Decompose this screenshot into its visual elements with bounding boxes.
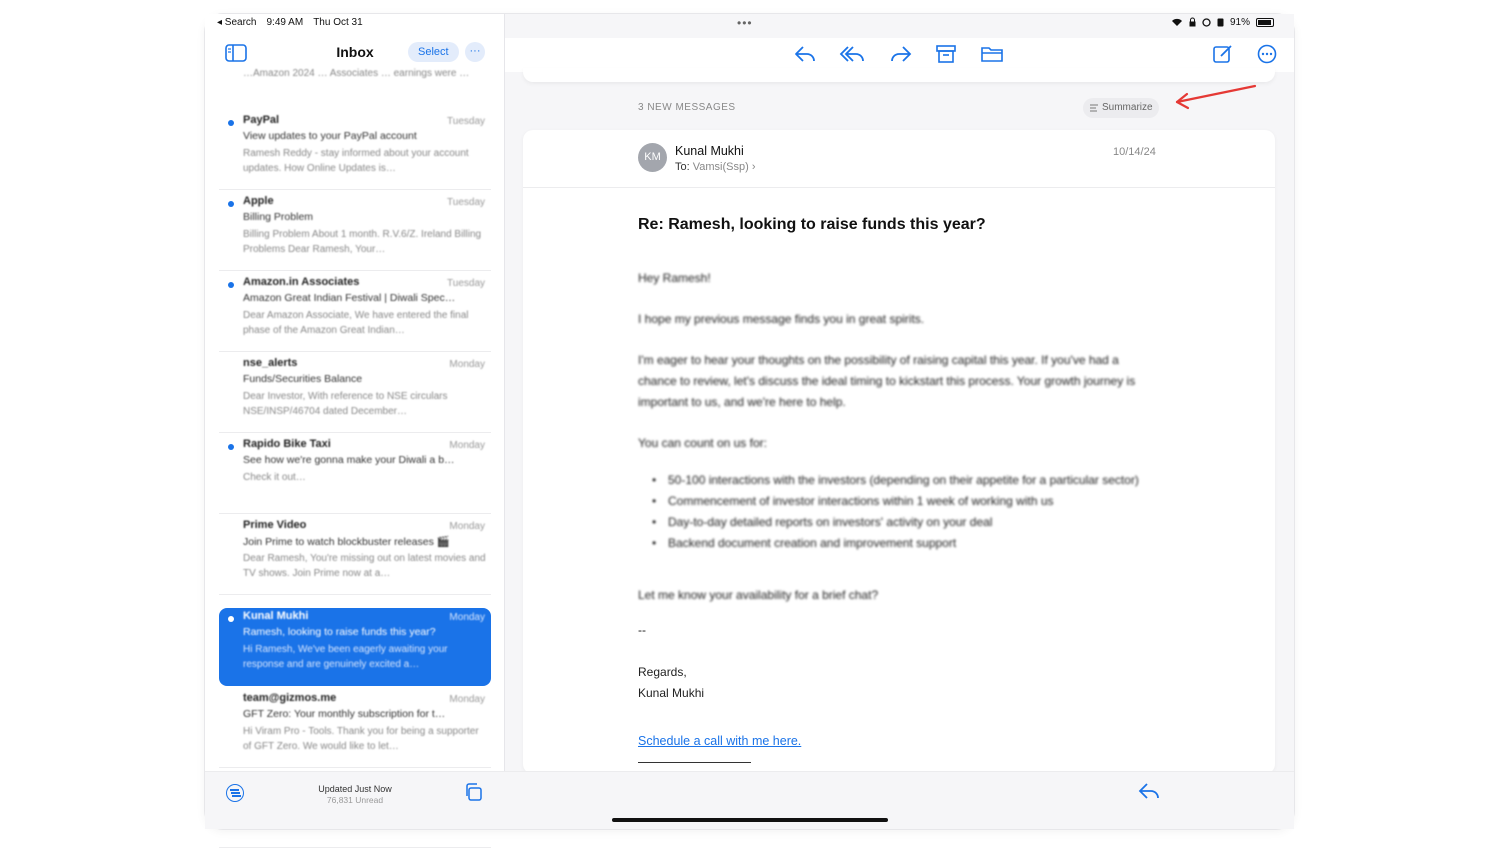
- reply-icon[interactable]: [793, 43, 817, 65]
- ipad-screen: [205, 14, 1294, 829]
- summarize-icon: [1089, 103, 1099, 113]
- mail-sender: team@gizmos.me: [243, 692, 337, 704]
- signature-name: Kunal Mukhi: [638, 686, 705, 700]
- mail-date: Monday: [449, 440, 485, 451]
- email-paragraph: I'm eager to hear your thoughts on the possibility of raising capital this year. If you've had a chance to review, let's discuss the ideal timing to kickstart this process. Your growth journey is important to us, and we're here to help.: [638, 353, 1136, 409]
- email-regards: Regards,: [638, 665, 687, 679]
- mail-list-item[interactable]: [219, 355, 491, 433]
- mail-list: [205, 68, 505, 767]
- reply-icon[interactable]: [1137, 780, 1161, 802]
- mail-subject: Funds/Securities Balance: [243, 373, 363, 385]
- mail-sender: Apple: [243, 195, 274, 207]
- mail-sender: Amazon.in Associates: [243, 276, 360, 288]
- copy-icon[interactable]: [464, 783, 482, 801]
- mail-list-item[interactable]: [219, 517, 491, 595]
- mail-preview: Dear Amazon Associate, We have entered the final phase of the Amazon Great Indian…: [243, 310, 469, 336]
- email-subject: Re: Ramesh, looking to raise funds this year?: [638, 216, 986, 233]
- unread-dot-icon: [228, 444, 234, 450]
- mail-preview: Dear Investor, With reference to NSE circulars NSE/INSP/46704 dated December…: [243, 391, 448, 417]
- mail-list-item[interactable]: [219, 193, 491, 271]
- annotation-arrow-icon: [1163, 82, 1263, 122]
- mail-preview: Check it out…: [243, 472, 306, 483]
- message-toolbar: [505, 38, 1294, 72]
- location-icon: [1202, 18, 1211, 27]
- more-options-icon[interactable]: [1255, 43, 1279, 65]
- mail-subject: Billing Problem: [243, 211, 314, 223]
- signature-divider: [638, 762, 751, 763]
- back-to-search-link[interactable]: ◂ Search: [217, 17, 257, 28]
- chevron-right-icon: ›: [751, 161, 756, 173]
- summarize-label: Summarize: [1102, 102, 1153, 113]
- bullet-item: • 50-100 interactions with the investors (depending on their appetite for a particular sector): [638, 470, 1148, 491]
- mail-list-item[interactable]: [219, 274, 491, 352]
- mail-subject: See how we're gonna make your Diwali a b…: [243, 454, 455, 466]
- email-paragraph: You can count on us for:: [638, 436, 767, 450]
- mail-list-item[interactable]: [219, 112, 491, 190]
- status-bar-left: [217, 17, 363, 28]
- mail-date: Tuesday: [447, 116, 485, 127]
- mail-sender: Rapido Bike Taxi: [243, 438, 331, 450]
- mail-date: Monday: [449, 694, 485, 705]
- mail-subject: Amazon Great Indian Festival | Diwali Spec…: [243, 292, 456, 304]
- email-header: [523, 130, 1275, 188]
- mail-sender: Prime Video: [243, 519, 307, 531]
- message-view: [505, 14, 1294, 829]
- updated-status: Updated Just Now: [318, 784, 392, 794]
- status-date: Thu Oct 31: [313, 17, 363, 28]
- page-title: Inbox: [336, 44, 374, 60]
- mail-preview: Billing Problem About 1 month. R.V.6/Z. Ireland Billing Problems Dear Ramesh, Your…: [243, 229, 482, 255]
- archive-icon[interactable]: [934, 43, 958, 65]
- list-item-fragment: …Amazon 2024 … Associates … earnings were …: [243, 68, 470, 79]
- mail-date: Monday: [449, 521, 485, 532]
- email-paragraph: I hope my previous message finds you in great spirits.: [638, 312, 925, 326]
- mail-sender: PayPal: [243, 114, 280, 126]
- status-bar-right: [1171, 17, 1274, 28]
- mail-subject: Ramesh, looking to raise funds this year?: [243, 626, 436, 638]
- mail-subject: View updates to your PayPal account: [243, 130, 417, 142]
- forward-icon[interactable]: [889, 43, 913, 65]
- recipient-line[interactable]: [675, 161, 756, 173]
- unread-count: 76,831 Unread: [326, 795, 384, 805]
- mail-sender: nse_alerts: [243, 357, 298, 369]
- reply-all-icon[interactable]: [840, 43, 864, 65]
- compose-icon[interactable]: [1211, 43, 1235, 65]
- battery-percent: 91%: [1229, 17, 1250, 28]
- unread-dot-icon: [228, 616, 234, 622]
- previous-message-card[interactable]: [523, 68, 1275, 82]
- bullet-item: • Backend document creation and improvement support: [638, 533, 1148, 554]
- multitasking-dots-icon[interactable]: •••: [737, 16, 753, 30]
- unread-dot-icon: [228, 201, 234, 207]
- avatar: KM: [638, 143, 667, 172]
- email-message: [523, 130, 1275, 774]
- sidebar-more-button[interactable]: ···: [465, 42, 485, 62]
- home-indicator[interactable]: [612, 818, 888, 822]
- recipient-name: Vamsi(Ssp): [692, 161, 749, 173]
- email-bullet-list: [638, 470, 1148, 554]
- email-greeting: Hey Ramesh!: [638, 271, 711, 285]
- bullet-item: • Commencement of investor interactions within 1 week of working with us: [638, 491, 1148, 512]
- focus-icon: [1217, 18, 1224, 27]
- thread-area: [523, 74, 1275, 774]
- mail-list-item[interactable]: [219, 436, 491, 514]
- mail-list-item-selected[interactable]: [219, 608, 491, 686]
- unread-dot-icon: [228, 282, 234, 288]
- mail-preview: Dear Ramesh, You're missing out on latest movies and TV shows. Join Prime now at a…: [243, 553, 486, 579]
- mail-subject: Join Prime to watch blockbuster releases 🎬: [243, 536, 450, 548]
- email-date: 10/14/24: [1113, 146, 1156, 158]
- mail-list-item[interactable]: [219, 690, 491, 768]
- schedule-call-link[interactable]: Schedule a call with me here.: [638, 734, 802, 748]
- unread-dot-icon: [228, 120, 234, 126]
- email-paragraph: Let me know your availability for a brief chat?: [638, 588, 879, 602]
- summarize-button[interactable]: [1083, 98, 1159, 118]
- select-button[interactable]: Select: [408, 42, 459, 62]
- wifi-icon: [1171, 18, 1183, 27]
- signature-separator: --: [638, 623, 646, 637]
- bullet-item: • Day-to-day detailed reports on investors' activity on your deal: [638, 512, 1148, 533]
- mail-date: Monday: [449, 612, 485, 623]
- mail-date: Monday: [449, 359, 485, 370]
- lock-icon: [1189, 18, 1196, 27]
- sender-name[interactable]: Kunal Mukhi: [675, 144, 744, 158]
- mail-preview: Hi Ramesh, We've been eagerly awaiting your response and are genuinely excited a…: [243, 644, 448, 670]
- sidebar-footer: [205, 771, 505, 829]
- battery-icon: [1256, 18, 1274, 27]
- mail-preview: Ramesh Reddy - stay informed about your account updates. How Online Updates is…: [243, 148, 469, 174]
- to-label: To:: [675, 161, 690, 173]
- mail-date: Tuesday: [447, 197, 485, 208]
- status-time: 9:49 AM: [266, 17, 304, 28]
- mail-subject: GFT Zero: Your monthly subscription for t…: [243, 708, 446, 720]
- mail-preview: Hi Viram Pro - Tools. Thank you for being a supporter of GFT Zero. We would like to let…: [243, 726, 479, 752]
- new-messages-label: 3 NEW MESSAGES: [638, 102, 736, 113]
- mail-sender: Kunal Mukhi: [243, 610, 309, 622]
- mail-date: Tuesday: [447, 278, 485, 289]
- mailbox-sidebar: [205, 14, 505, 829]
- move-to-folder-icon[interactable]: [980, 43, 1004, 65]
